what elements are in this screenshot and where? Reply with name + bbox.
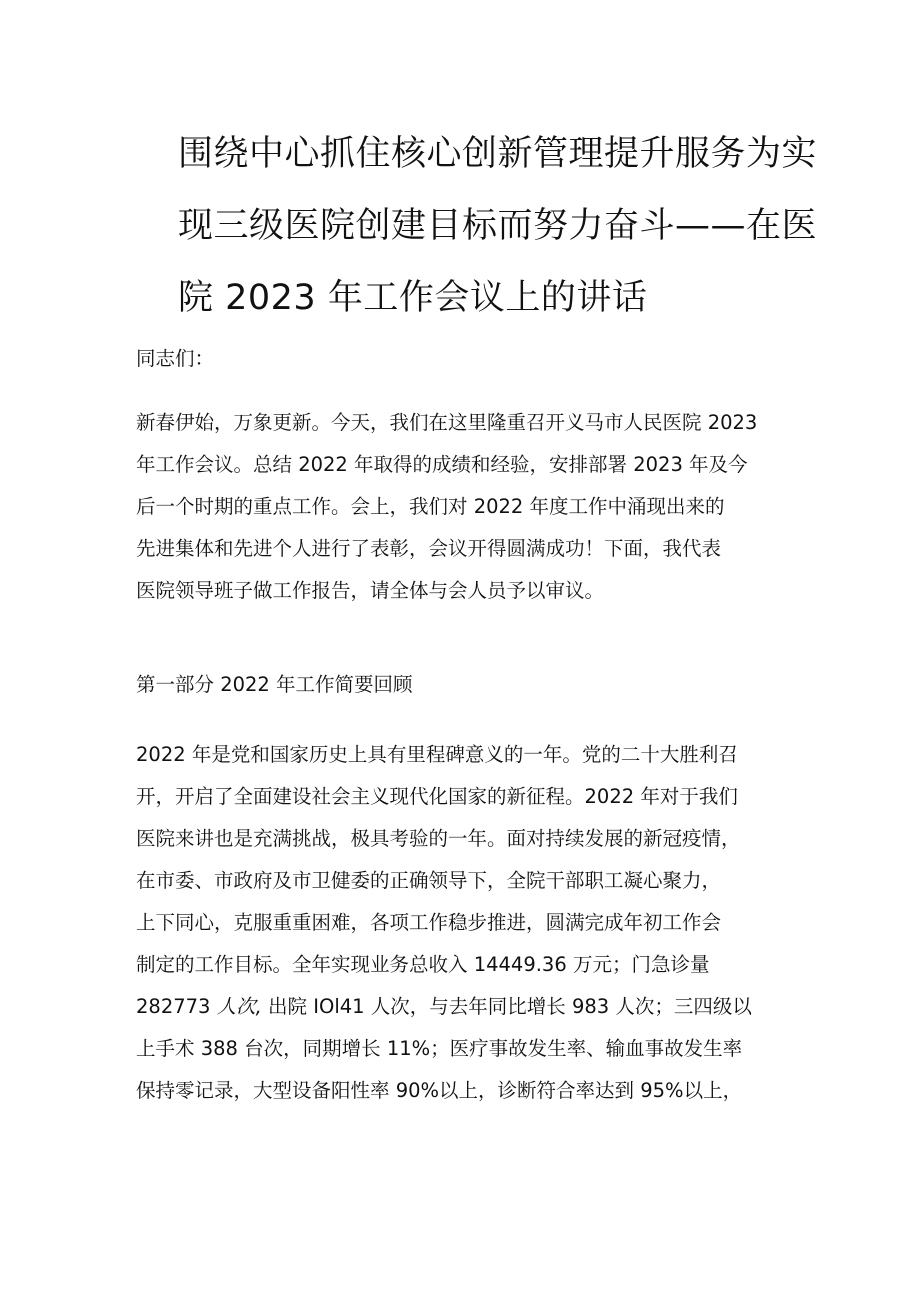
paragraph-line: 先进集体和先进个人进行了表彰，会议开得圆满成功！下面，我代表 [136,537,722,560]
paragraph-line: 制定的工作目标。全年实现业务总收入 14449.36 万元；门急诊量 [136,953,710,976]
document-title [178,118,818,334]
section-heading-text: 第一部分 2022 年工作简要回顾 [136,673,413,696]
paragraph-line: 保持零记录，大型设备阳性率 90%以上，诊断符合率达到 95%以上， [136,1079,743,1102]
title-line-3: 院 2023 年工作会议上的讲话 [178,278,648,318]
greeting [136,338,796,380]
text-segment: 出院 IOl41 人次，与去年同比增长 983 人次；三四级以 [261,995,752,1018]
title-line-2: 现三级医院创建目标而努力奋斗——在医 [178,206,818,246]
paragraph-line: 开，开启了全面建设社会主义现代化国家的新征程。2022 年对于我们 [136,785,738,808]
title-line-1: 围绕中心抓住核心创新管理提升服务为实 [178,134,818,174]
paragraph-line: 年工作会议。总结 2022 年取得的成绩和经验，安排部署 2023 年及今 [136,453,748,476]
text-segment: 282773 [136,995,217,1018]
opening-paragraph [136,402,796,612]
paragraph-line [136,986,796,1028]
paragraph-line: 医院领导班子做工作报告，请全体与会人员予以审议。 [136,579,605,602]
section-heading [136,664,796,706]
greeting-text: 同志们： [136,347,215,370]
paragraph-line: 上手术 388 台次，同期增长 11%；医疗事故发生率、输血事故发生率 [136,1037,743,1060]
paragraph-line: 2022 年是党和国家历史上具有里程碑意义的一年。党的二十大胜利召 [136,743,738,766]
italic-text-segment: 人次, [216,995,262,1018]
paragraph-line: 上下同心，克服重重困难，各项工作稳步推进，圆满完成年初工作会 [136,911,722,934]
paragraph-line: 新春伊始，万象更新。今天，我们在这里隆重召开义马市人民医院 2023 [136,411,758,434]
paragraph-line: 医院来讲也是充满挑战，极具考验的一年。面对持续发展的新冠疫情， [136,827,741,850]
paragraph-line: 在市委、市政府及市卫健委的正确领导下，全院干部职工凝心聚力， [136,869,722,892]
review-paragraph [136,734,796,1112]
paragraph-line: 后一个时期的重点工作。会上，我们对 2022 年度工作中涌现出来的 [136,495,725,518]
